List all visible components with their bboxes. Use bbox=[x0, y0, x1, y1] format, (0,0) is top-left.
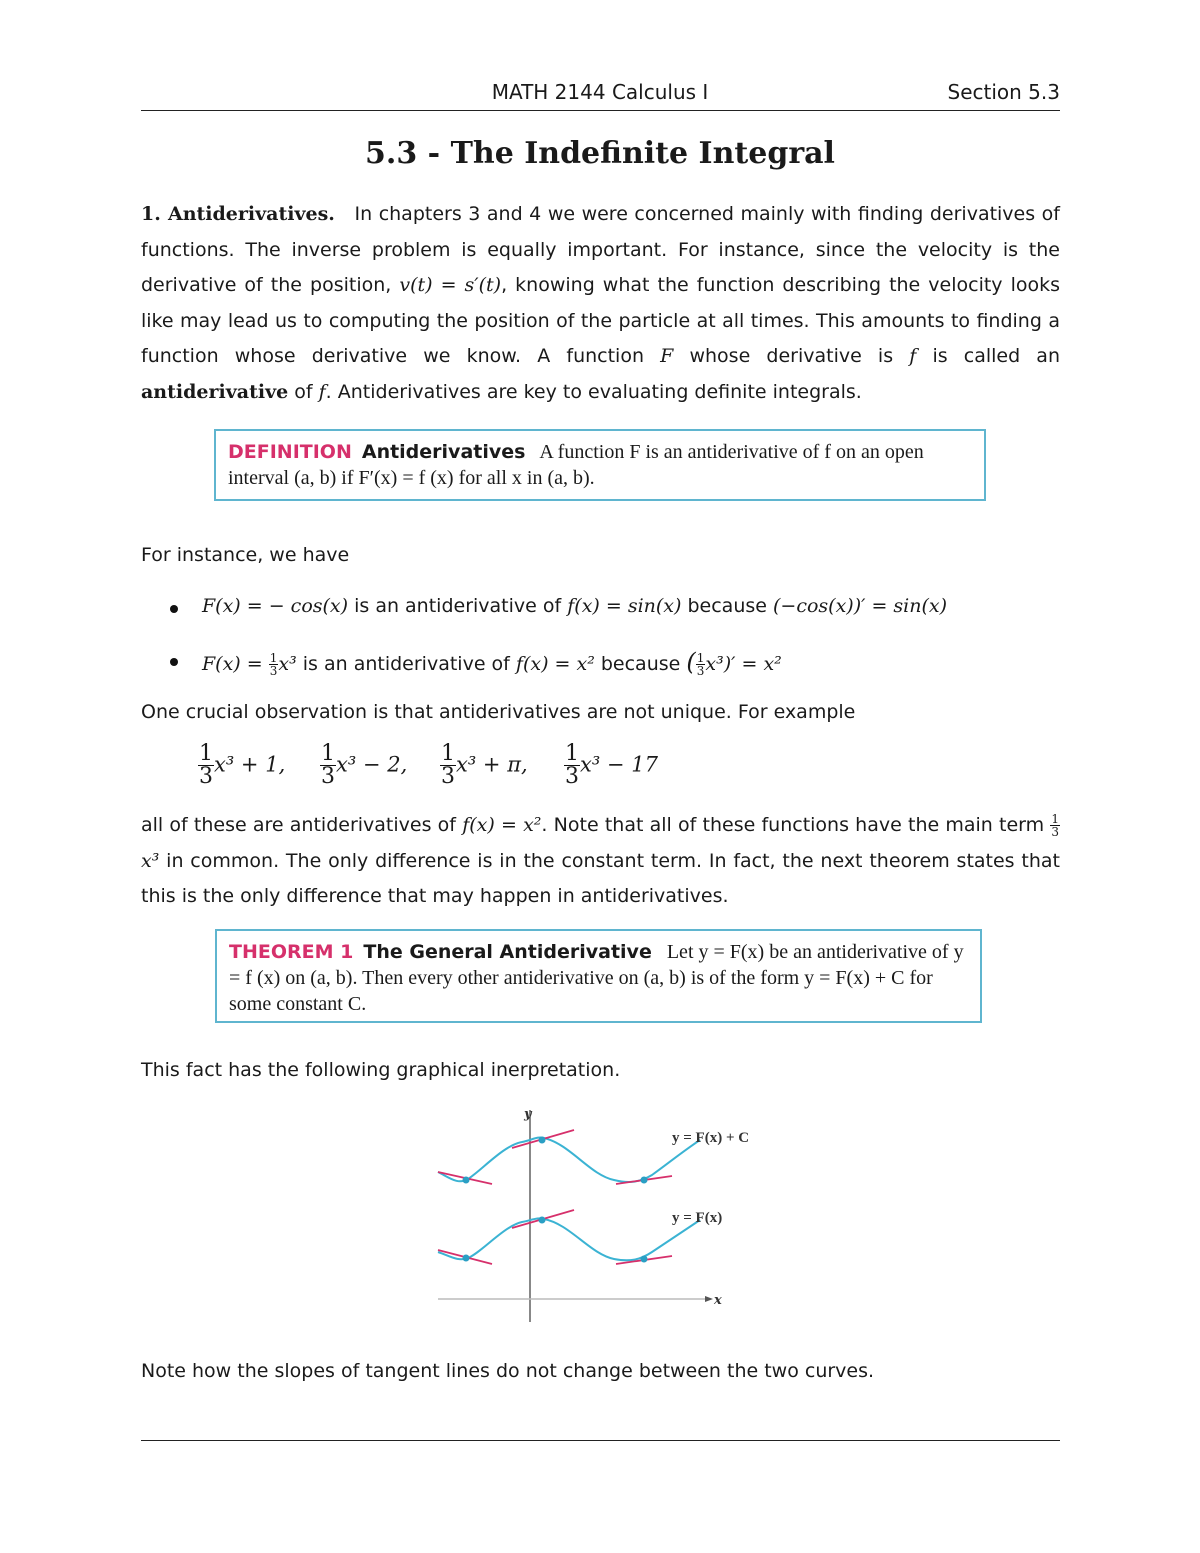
intro-text-e: of bbox=[288, 380, 319, 403]
intro-text-f: . Antiderivatives are key to evaluating definite integrals. bbox=[325, 380, 862, 403]
bullet-dot bbox=[170, 605, 178, 613]
definition-text: A function F is an antiderivative of f on an open interval (a, b) if F′(x) = f (x) for all x in (a, b). bbox=[228, 441, 924, 489]
bullet1-f: f(x) = sin(x) bbox=[567, 595, 682, 617]
after-examples-paragraph: all of these are antiderivatives of f(x) = x². Note that all of these functions have the main term $\frac{1}{3}$ x³ in common. The only difference is in the constant term. In fact, the next theorem states that this is the only difference that may happen in antiderivatives. bbox=[141, 812, 1060, 907]
bullet1-check: (−cos(x))′ = sin(x) bbox=[773, 595, 948, 617]
theorem-box bbox=[215, 929, 982, 1023]
example-4: $\frac{1}{3}$ x³ − 17 bbox=[565, 741, 658, 789]
page-title: 5.3 - The Indefinite Integral bbox=[365, 136, 835, 171]
intro-heading: 1. Antiderivatives. bbox=[141, 203, 335, 225]
header-section: Section 5.3 bbox=[947, 80, 1060, 104]
intro-text-c: whose derivative is bbox=[673, 345, 910, 367]
velocity-formula: v(t) = s′(t) bbox=[399, 274, 502, 296]
definition-heading: Antiderivatives bbox=[361, 441, 526, 463]
intro-text-b: , knowing what the function describing the velocity looks like may lead us to computing the position of the particle at all times. This amounts to finding a function whose derivative we know. A function bbox=[141, 274, 1061, 367]
lower-curve bbox=[438, 1218, 700, 1260]
footer-rule bbox=[141, 1440, 1060, 1441]
antiderivative-figure bbox=[420, 1100, 790, 1330]
tangent-point bbox=[539, 1217, 546, 1224]
bullet2-f: f(x) = x² bbox=[515, 653, 595, 675]
intro-text-d: is called an bbox=[916, 345, 1060, 367]
upper-curve bbox=[438, 1137, 700, 1182]
bullet1-because: because bbox=[681, 595, 773, 617]
tangent-point bbox=[641, 1256, 648, 1263]
bullet2-F: F(x) = bbox=[202, 653, 263, 675]
tangent-point bbox=[463, 1255, 470, 1262]
tangent-point bbox=[641, 1177, 648, 1184]
example-2: $\frac{1}{3}$ x³ − 2, bbox=[321, 741, 408, 789]
theorem-text: Let y = F(x) be an antiderivative of y = f (x) on (a, b). Then every other antiderivative on (a, b) is of the form y = F(x) + C for some constant C. bbox=[229, 941, 964, 1015]
lower-curve-label: y = F(x) bbox=[672, 1210, 723, 1226]
bullet-dot bbox=[170, 658, 178, 666]
bullet2-check: x³)′ = x² bbox=[705, 653, 782, 675]
closing-text: Note how the slopes of tangent lines do not change between the two curves. bbox=[141, 1360, 875, 1382]
math-F: F bbox=[660, 345, 674, 367]
intro-text-a: In chapters 3 and 4 we were concerned mainly with finding derivatives of functions. The inverse problem is equally important. For instance, since the velocity is the derivative of the position, bbox=[141, 203, 1060, 296]
bullet1-text: is an antiderivative of bbox=[348, 595, 568, 617]
theorem-heading: The General Antiderivative bbox=[363, 941, 652, 963]
for-instance-text: For instance, we have bbox=[141, 544, 350, 566]
theorem-tag: THEOREM 1 bbox=[229, 941, 354, 963]
definition-box bbox=[214, 429, 986, 501]
y-axis-label: y bbox=[524, 1107, 532, 1122]
fraction-one-third: $\frac{1}{3}$ bbox=[696, 651, 705, 678]
bullet2-text: is an antiderivative of bbox=[296, 653, 516, 675]
bullet2-paren: ( bbox=[686, 648, 696, 676]
math-f2: f bbox=[318, 380, 326, 403]
bullet2-x3: x³ bbox=[278, 653, 297, 675]
header-course: MATH 2144 Calculus I bbox=[491, 80, 709, 104]
definition-tag: DEFINITION bbox=[228, 441, 352, 463]
crucial-observation: One crucial observation is that antiderivatives are not unique. For example bbox=[141, 701, 856, 723]
fraction-one-third: $\frac{1}{3}$ bbox=[269, 651, 278, 678]
upper-curve-label: y = F(x) + C bbox=[672, 1130, 750, 1146]
header-rule bbox=[141, 110, 1060, 111]
tangent-point bbox=[539, 1137, 546, 1144]
x-axis-arrow bbox=[705, 1296, 713, 1302]
bullet2-because: because bbox=[594, 653, 687, 675]
math-f: f bbox=[909, 345, 917, 367]
graph-intro: This fact has the following graphical inerpretation. bbox=[141, 1059, 621, 1081]
fraction-one-third: $\frac{1}{3}$ bbox=[1051, 812, 1060, 839]
tangent-point bbox=[463, 1177, 470, 1184]
example-3: $\frac{1}{3}$ x³ + π, bbox=[441, 741, 528, 789]
bullet1-F: F(x) = − cos(x) bbox=[202, 595, 349, 617]
antiderivative-term: antiderivative bbox=[141, 380, 289, 403]
example-1: $\frac{1}{3}$ x³ + 1, bbox=[199, 741, 286, 789]
intro-paragraph bbox=[141, 197, 1060, 410]
x-axis-label: x bbox=[714, 1293, 722, 1308]
